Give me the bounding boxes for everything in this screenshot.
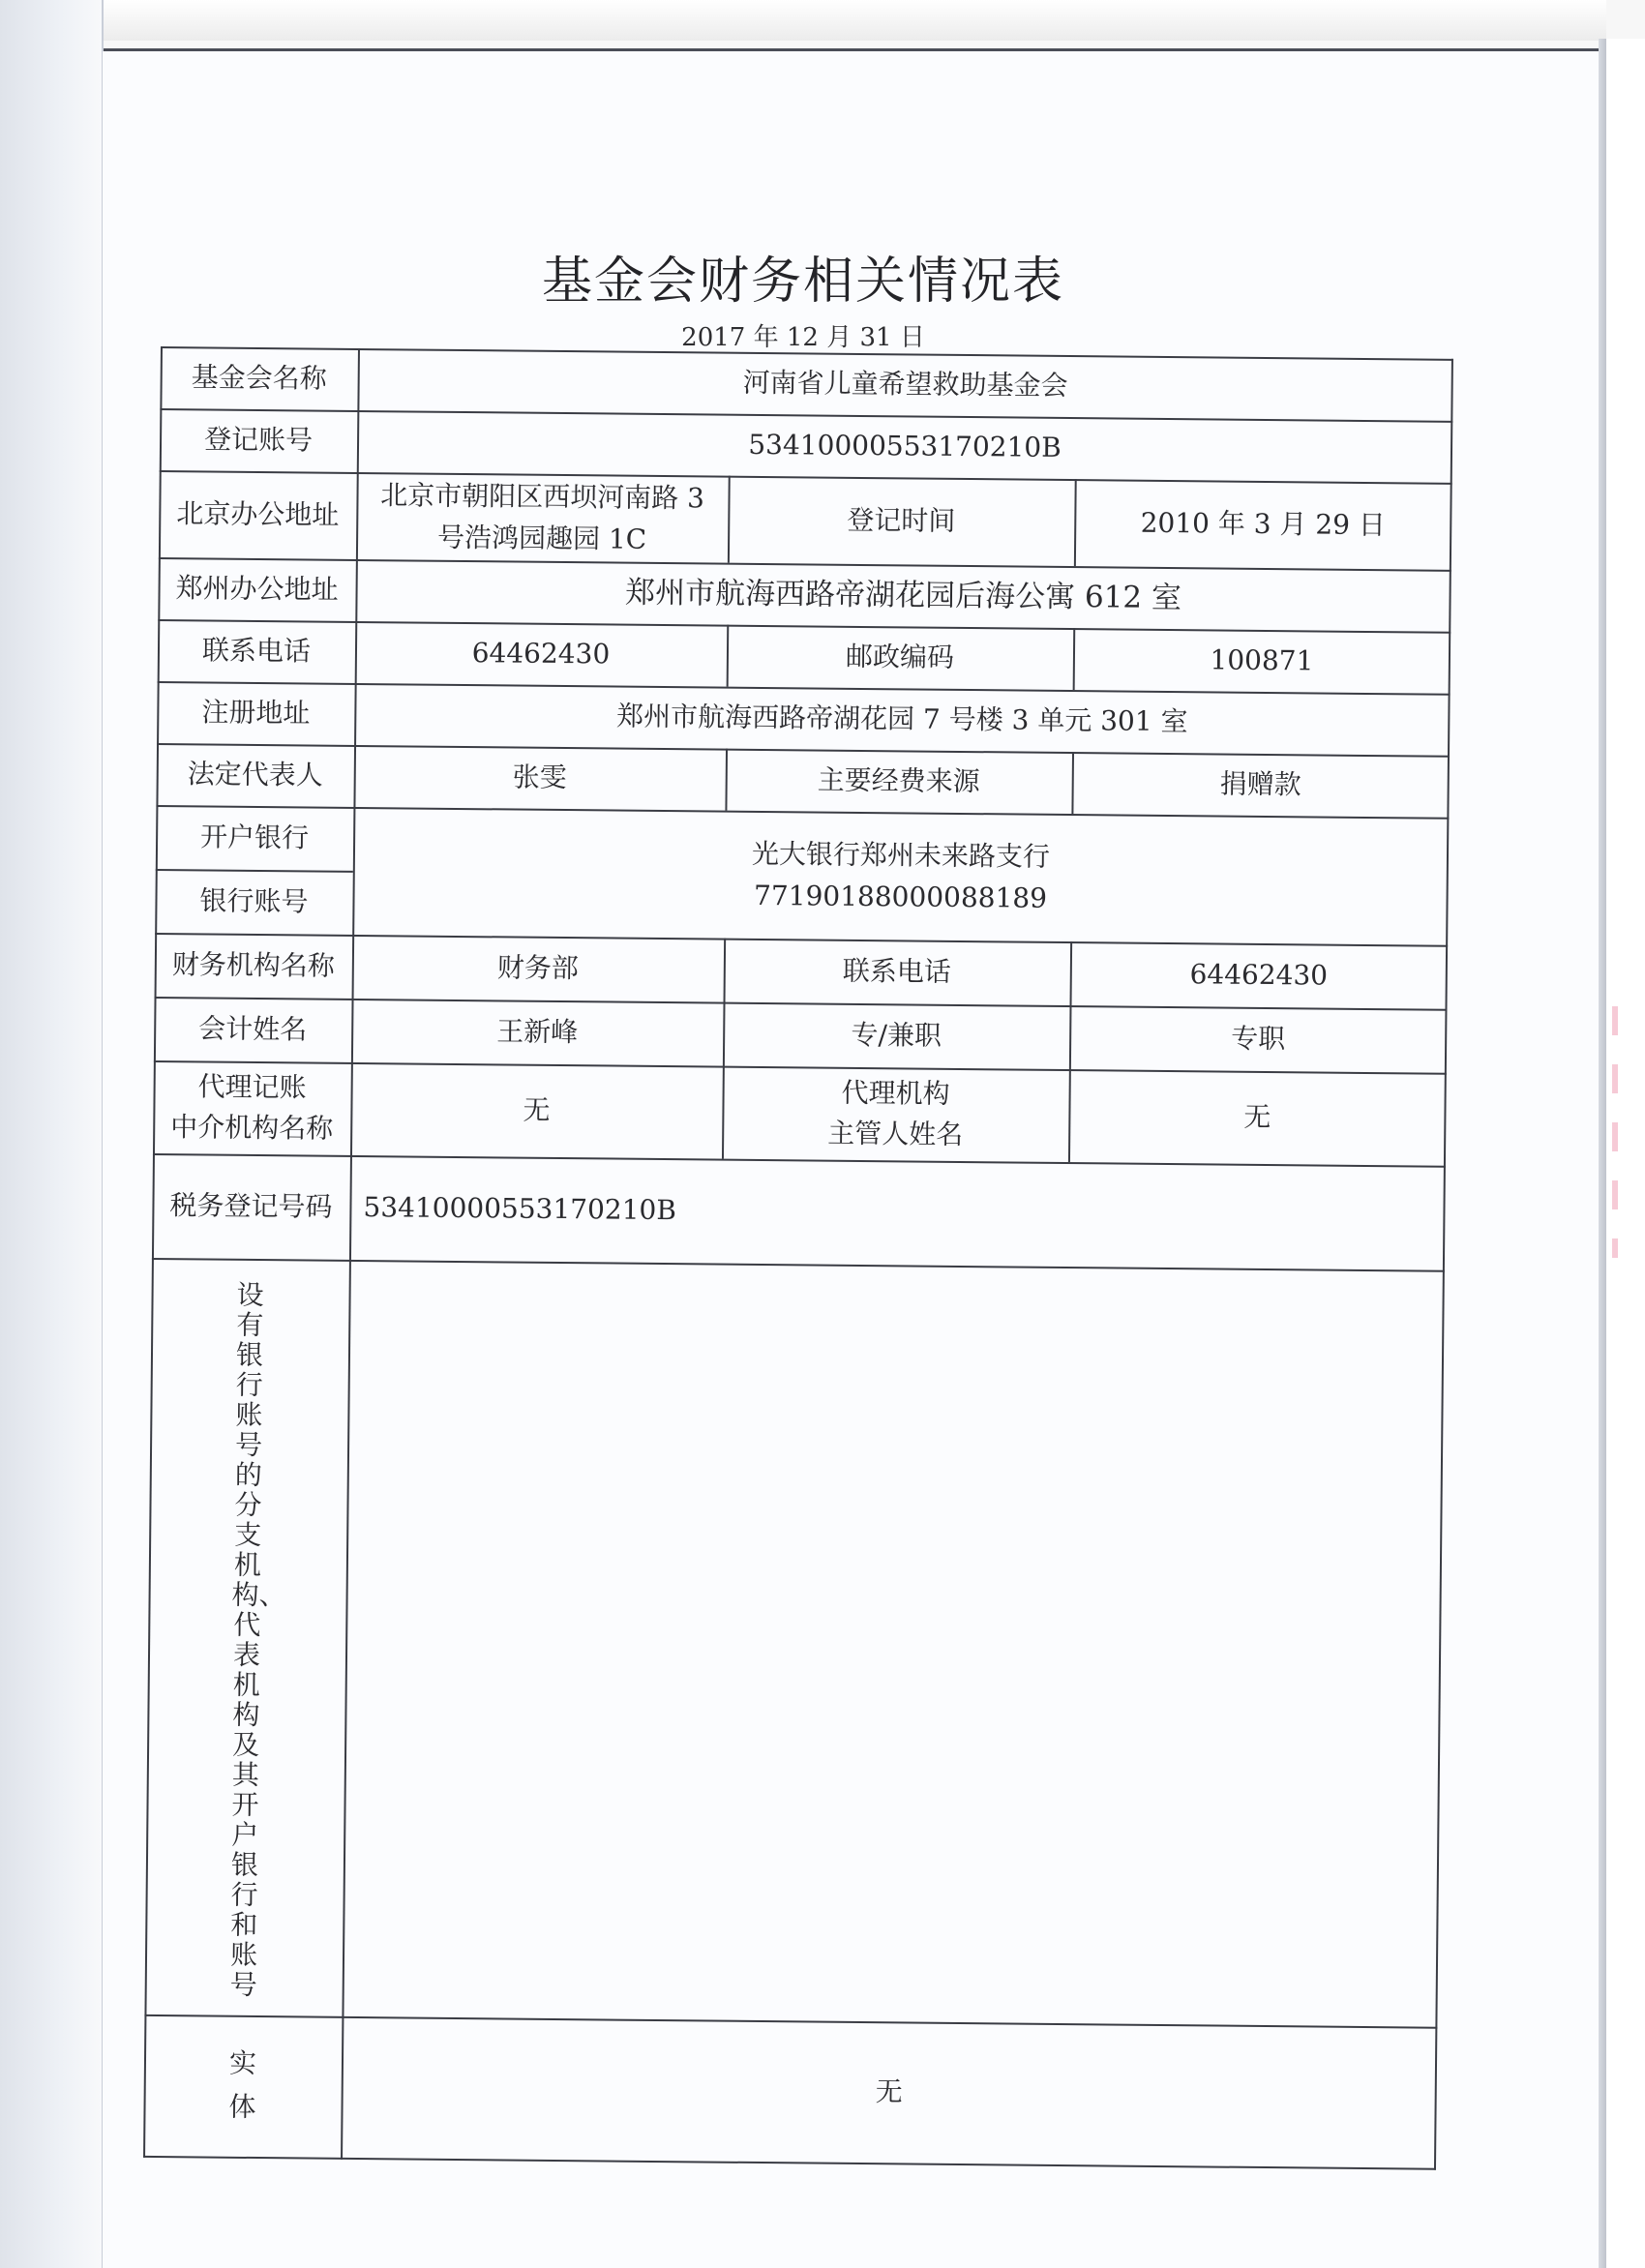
bank-name: 光大银行郑州未来路支行 (751, 837, 1051, 873)
value-beijing-office (356, 472, 729, 563)
label-beijing-office: 北京办公地址 (176, 497, 340, 532)
label-zhengzhou-office: 郑州办公地址 (175, 572, 339, 607)
value-bank (352, 807, 1449, 945)
label-funding-source: 主要经费来源 (817, 763, 980, 798)
value-legal-rep: 张雯 (512, 761, 567, 794)
label-registered-address: 注册地址 (201, 696, 311, 730)
label-branches (144, 1258, 348, 2016)
label-finance-org: 财务机构名称 (171, 948, 336, 983)
seal-fragment (1612, 1006, 1618, 1258)
value-reg-time: 2010 年 3 月 29 日 (1140, 507, 1387, 542)
entity-label-line2: 体 (228, 2090, 256, 2124)
value-agent-supervisor: 无 (1243, 1101, 1271, 1134)
value-entity: 无 (875, 2075, 903, 2108)
value-accountant: 王新峰 (496, 1015, 579, 1049)
agent-label-line1: 代理记账 (197, 1070, 307, 1104)
label-foundation-name: 基金会名称 (191, 361, 327, 395)
value-postcode: 100871 (1210, 643, 1314, 677)
value-funding-source: 捐赠款 (1219, 767, 1301, 801)
label-agent (153, 1060, 351, 1155)
label-legal-rep: 法定代表人 (187, 758, 323, 791)
beijing-office-line1: 北京市朝阳区西坝河南路 3 (380, 478, 705, 515)
label-postcode: 邮政编码 (845, 641, 955, 674)
value-reg-account: 53410000553170210B (748, 429, 1062, 464)
label-reg-account: 登记账号 (203, 423, 314, 457)
finance-table (143, 346, 1453, 2170)
value-zhengzhou-office: 郑州市航海西路帝湖花园后海公寓 612 室 (624, 575, 1182, 616)
value-registered-address: 郑州市航海西路帝湖花园 7 号楼 3 单元 301 室 (615, 700, 1188, 738)
branches-label-vertical: 设有银行账号的分支机构、代表机构及其开户银行和账号 (229, 1278, 286, 2002)
label-accountant: 会计姓名 (198, 1012, 308, 1046)
label-tax-number: 税务登记号码 (169, 1189, 333, 1224)
scan-right-edge (1599, 39, 1606, 2268)
label-bank: 开户银行 (199, 821, 310, 854)
value-finance-phone: 64462430 (1189, 958, 1329, 992)
label-bank-account: 银行账号 (199, 884, 309, 918)
label-finance-phone: 联系电话 (842, 955, 951, 989)
agent-supervisor-line2: 主管人姓名 (827, 1117, 964, 1150)
label-phone: 联系电话 (201, 634, 312, 668)
value-phone: 64462430 (471, 637, 611, 671)
label-agent-supervisor (722, 1066, 1069, 1162)
agent-label-line2: 中介机构名称 (170, 1111, 334, 1145)
beijing-office-line2: 号浩鸿园趣园 1C (436, 521, 647, 555)
value-employment-type: 专职 (1231, 1022, 1286, 1056)
value-finance-org: 财务部 (496, 951, 580, 985)
page-title: 基金会财务相关情况表 (541, 253, 1064, 311)
agent-supervisor-line1: 代理机构 (841, 1076, 950, 1110)
label-employment-type: 专/兼职 (851, 1019, 942, 1053)
value-branches (342, 1260, 1444, 2027)
scan-top-edge (0, 0, 1645, 51)
report-date: 2017 年 12 月 31 日 (681, 323, 925, 352)
value-foundation-name: 河南省儿童希望救助基金会 (742, 367, 1068, 403)
label-reg-time: 登记时间 (847, 504, 956, 538)
value-tax-number: 53410000553170210B (363, 1191, 677, 1227)
value-agent: 无 (523, 1093, 551, 1127)
label-entity (143, 2014, 342, 2158)
bank-account-number: 77190188000088189 (753, 879, 1048, 914)
entity-label-line1: 实 (228, 2046, 257, 2080)
